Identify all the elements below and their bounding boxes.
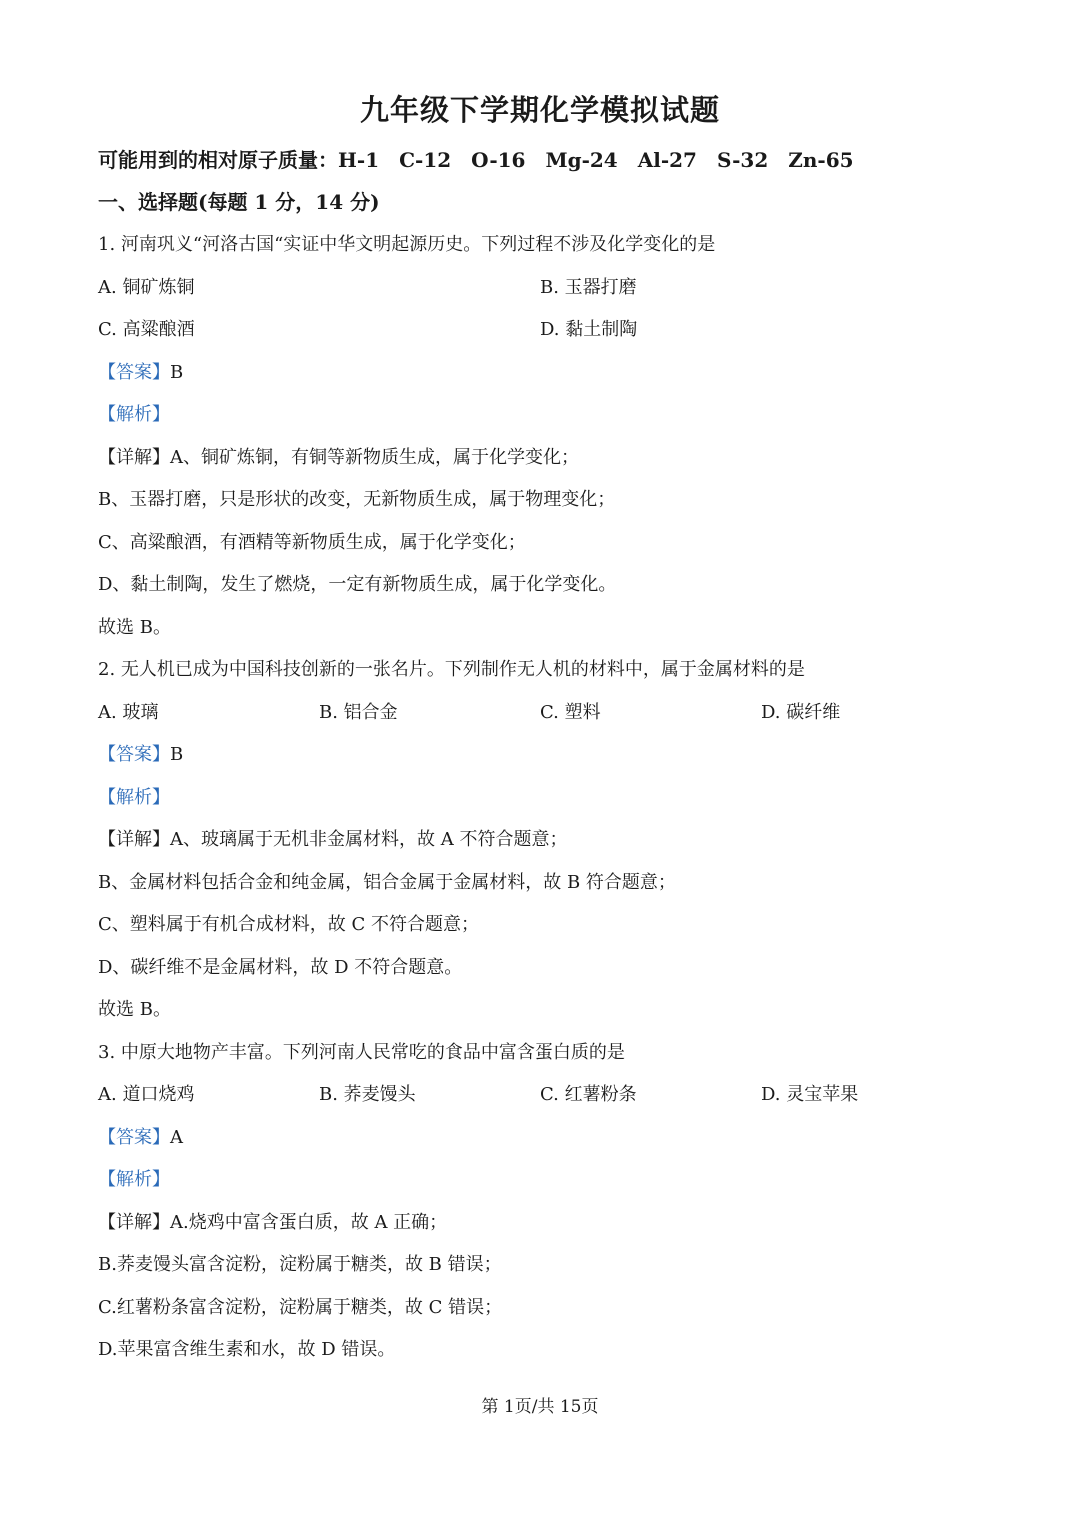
q2-detail-2: B、金属材料包括合金和纯金属，铝合金属于金属材料，故 B 符合题意； [98,872,676,893]
section-heading: 一、选择题(每题 1 分，14 分) [98,190,380,214]
q2-answer-value: B [170,744,184,765]
q3-detail-2: B.荞麦馒头富含淀粉，淀粉属于糖类，故 B 错误； [98,1254,502,1275]
answer-tag: 【答案】 [98,1127,170,1148]
q1-detail-1 [98,446,579,470]
q2-option-a: A. 玻璃 [98,702,159,723]
q3-option-b: B. 荞麦馒头 [319,1084,416,1105]
q3-detail-1 [98,1211,447,1235]
q1-option-b: B. 玉器打磨 [540,277,637,298]
q2-option-b: B. 铝合金 [319,702,398,723]
q1-conclusion: 故选 B。 [98,617,171,638]
detail-tag: 【详解】 [98,1212,170,1233]
q1-analysis-tag: 【解析】 [98,404,170,425]
q3-detail-text-1: A.烧鸡中富含蛋白质，故 A 正确； [170,1212,448,1233]
q2-analysis-tag: 【解析】 [98,787,170,808]
atomic-mass-line: 可能用到的相对原子质量：H-1 C-12 O-16 Mg-24 Al-27 S-32 Zn-65 [98,148,854,172]
answer-tag: 【答案】 [98,744,170,765]
q2-detail-4: D、碳纤维不是金属材料，故 D 不符合题意。 [98,957,463,978]
answer-tag: 【答案】 [98,362,170,383]
q1-option-a: A. 铜矿炼铜 [98,277,195,298]
q3-option-a: A. 道口烧鸡 [98,1084,195,1105]
q1-stem: 1. 河南巩义“河洛古国“实证中华文明起源历史。下列过程不涉及化学变化的是 [98,234,716,255]
q1-detail-4: D、黏土制陶，发生了燃烧，一定有新物质生成，属于化学变化。 [98,574,617,595]
q3-stem: 3. 中原大地物产丰富。下列河南人民常吃的食品中富含蛋白质的是 [98,1042,625,1063]
q1-option-c: C. 高粱酿酒 [98,319,195,340]
detail-tag: 【详解】 [98,447,170,468]
q1-detail-3: C、高粱酿酒，有酒精等新物质生成，属于化学变化； [98,532,526,553]
q1-answer [98,361,183,385]
q3-analysis-tag: 【解析】 [98,1169,170,1190]
detail-tag: 【详解】 [98,829,170,850]
q1-answer-value: B [170,362,184,383]
q3-option-d: D. 灵宝苹果 [761,1084,859,1105]
q3-answer [98,1126,183,1150]
q3-option-c: C. 红薯粉条 [540,1084,637,1105]
q2-detail-1 [98,828,567,852]
q3-answer-value: A [170,1127,183,1148]
q1-option-d: D. 黏土制陶 [540,319,638,340]
q2-stem: 2. 无人机已成为中国科技创新的一张名片。下列制作无人机的材料中，属于金属材料的是 [98,659,805,680]
q2-option-c: C. 塑料 [540,702,601,723]
q3-detail-3: C.红薯粉条富含淀粉，淀粉属于糖类，故 C 错误； [98,1297,503,1318]
q3-detail-4: D.苹果富含维生素和水，故 D 错误。 [98,1339,396,1360]
q2-conclusion: 故选 B。 [98,999,171,1020]
q1-detail-2: B、玉器打磨，只是形状的改变，无新物质生成，属于物理变化； [98,489,616,510]
page-footer: 第 1页/共 15页 [481,1397,599,1417]
q2-answer [98,743,183,767]
q2-option-d: D. 碳纤维 [761,702,841,723]
page-title: 九年级下学期化学模拟试题 [359,93,720,127]
q2-detail-3: C、塑料属于有机合成材料，故 C 不符合题意； [98,914,479,935]
q1-detail-text-1: A、铜矿炼铜，有铜等新物质生成，属于化学变化； [170,447,579,468]
q2-detail-text-1: A、玻璃属于无机非金属材料，故 A 不符合题意； [170,829,568,850]
